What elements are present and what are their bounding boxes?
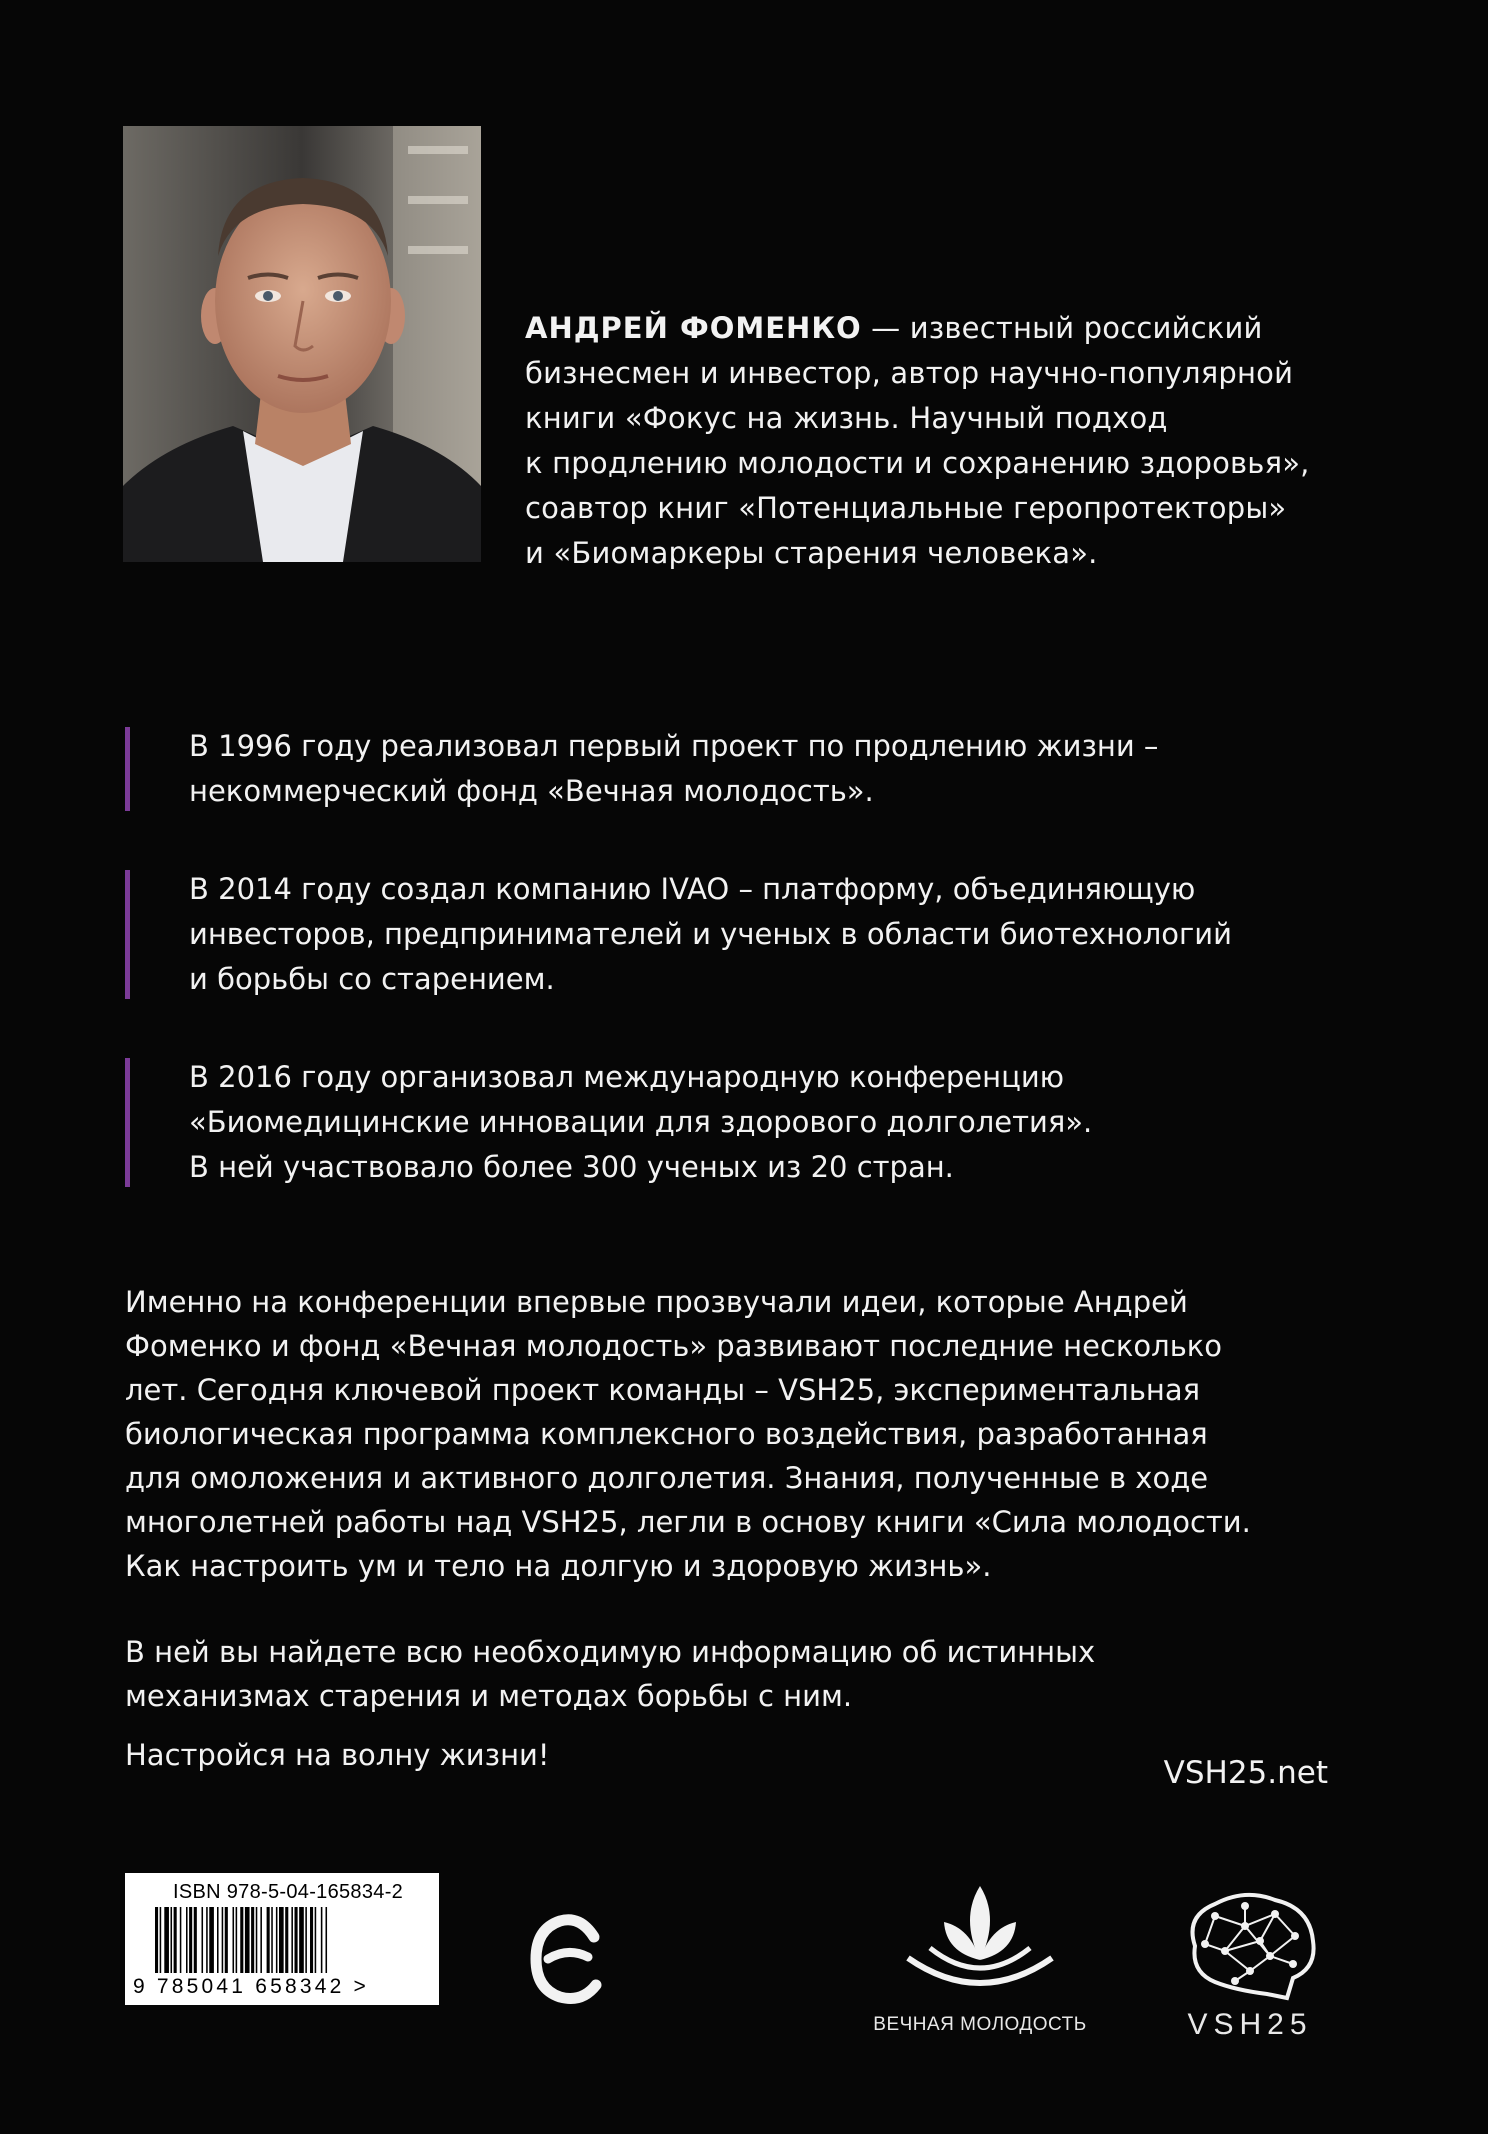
fact-2016 [123,1055,1413,1190]
isbn-number: ISBN 978-5-04-165834-2 [173,1881,404,1903]
fact-line: В 2014 году создал компанию IVAO – платформу, объединяющую [189,872,1196,906]
slogan: Настройся на волну жизни! [125,1738,550,1772]
paragraph [125,1280,1355,1588]
lotus-icon [900,1878,1060,2008]
barcode-digits: 9 785041 658342 > [133,1975,369,1998]
description [125,1280,1355,1760]
paragraph-line: для омоложения и активного долголетия. Знания, полученные в ходе [125,1461,1209,1495]
accent-bar [125,727,130,811]
barcode-bar [251,1907,254,1973]
paragraph-line: В ней вы найдете всю необходимую информацию об истинных [125,1635,1096,1669]
barcode-bar [310,1907,313,1973]
barcode-bar [209,1907,214,1973]
barcode-bar [202,1907,204,1973]
bio-line: бизнесмен и инвестор, автор научно-популярной [525,356,1294,390]
fact-line: и борьбы со старением. [189,962,555,996]
accent-bar [125,870,130,999]
isbn-barcode [125,1873,439,2005]
barcode-bar [315,1907,317,1973]
barcode-bar [186,1907,188,1973]
barcode-bar [271,1907,273,1973]
author-bio [525,306,1405,576]
paragraph-line: лет. Сегодня ключевой проект команды – VSH25, экспериментальная [125,1373,1201,1407]
paragraph-line: Фоменко и фонд «Вечная молодость» развивают последние несколько [125,1329,1223,1363]
barcode-bar [233,1907,235,1973]
fact-line: некоммерческий фонд «Вечная молодость». [189,774,874,808]
paragraph-line: биологическая программа комплексного воздействия, разработанная [125,1417,1208,1451]
vsh25-caption: VSH25 [1187,2008,1313,2041]
barcode-bar [174,1907,177,1973]
barcode-bar [256,1907,258,1973]
barcode-bar [225,1907,228,1973]
bio-line: и «Биомаркеры старения человека». [525,536,1098,570]
barcode-bar [279,1907,284,1973]
foundation-caption: ВЕЧНАЯ МОЛОДОСТЬ [873,2014,1087,2035]
barcode-bar [194,1907,197,1973]
fact-line: инвесторов, предпринимателей и ученых в области биотехнологий [189,917,1232,951]
barcode-bar [326,1907,328,1973]
barcode-bar [240,1907,243,1973]
fact-line: В 2016 году организовал международную конференцию [189,1060,1065,1094]
barcode-bar [291,1907,293,1973]
barcode-bar [267,1907,270,1973]
barcode-bar [217,1907,219,1973]
barcode-bars [155,1907,417,1973]
website-link[interactable]: VSH25.net [1163,1755,1328,1791]
fact-1996 [123,724,1413,814]
barcode-bar [189,1907,192,1973]
author-photo [123,126,481,562]
paragraph-line: механизмах старения и методах борьбы с ним. [125,1679,853,1713]
paragraph-line: Как настроить ум и тело на долгую и здоровую жизнь». [125,1549,992,1583]
fact-line: В ней участвовало более 300 ученых из 20 стран. [189,1150,954,1184]
barcode-bar [155,1907,158,1973]
barcode-bar [236,1907,238,1973]
paragraph-line: Именно на конференции впервые прозвучали идеи, которые Андрей [125,1285,1188,1319]
barcode-bar [164,1907,169,1973]
barcode-bar [180,1907,182,1973]
brain-network-icon [1175,1886,1325,2006]
vsh25-logo [1170,1886,1330,2042]
barcode-bar [299,1907,304,1973]
bio-line: — известный российский [861,311,1263,345]
barcode-bar [295,1907,298,1973]
fact-2014 [123,867,1413,1002]
bio-line: книги «Фокус на жизнь. Научный подход [525,401,1168,435]
foundation-logo [870,1878,1090,2036]
paragraph-line: многолетней работы над VSH25, легли в основу книги «Сила молодости. [125,1505,1251,1539]
fact-line: «Биомедицинские инновации для здорового долголетия». [189,1105,1093,1139]
author-name: АНДРЕЙ ФОМЕНКО [525,311,862,345]
barcode-bar [245,1907,250,1973]
accent-bar [125,1058,130,1187]
barcode-bar [222,1907,224,1973]
barcode-bar [160,1907,162,1973]
barcode-bar [260,1907,262,1973]
fact-line: В 1996 году реализовал первый проект по продлению жизни – [189,729,1159,763]
paragraph [125,1630,1355,1718]
barcode-bar [206,1907,208,1973]
barcode-bar [285,1907,288,1973]
facts-list [123,724,1413,1243]
barcode-bar [171,1907,173,1973]
bio-line: к продлению молодости и сохранению здоровья», [525,446,1310,480]
barcode-bar [276,1907,278,1973]
barcode-bar [305,1907,307,1973]
barcode-bar [321,1907,323,1973]
eksmo-logo-icon [528,1907,608,2021]
bio-line: соавтор книг «Потенциальные геропротекторы» [525,491,1287,525]
